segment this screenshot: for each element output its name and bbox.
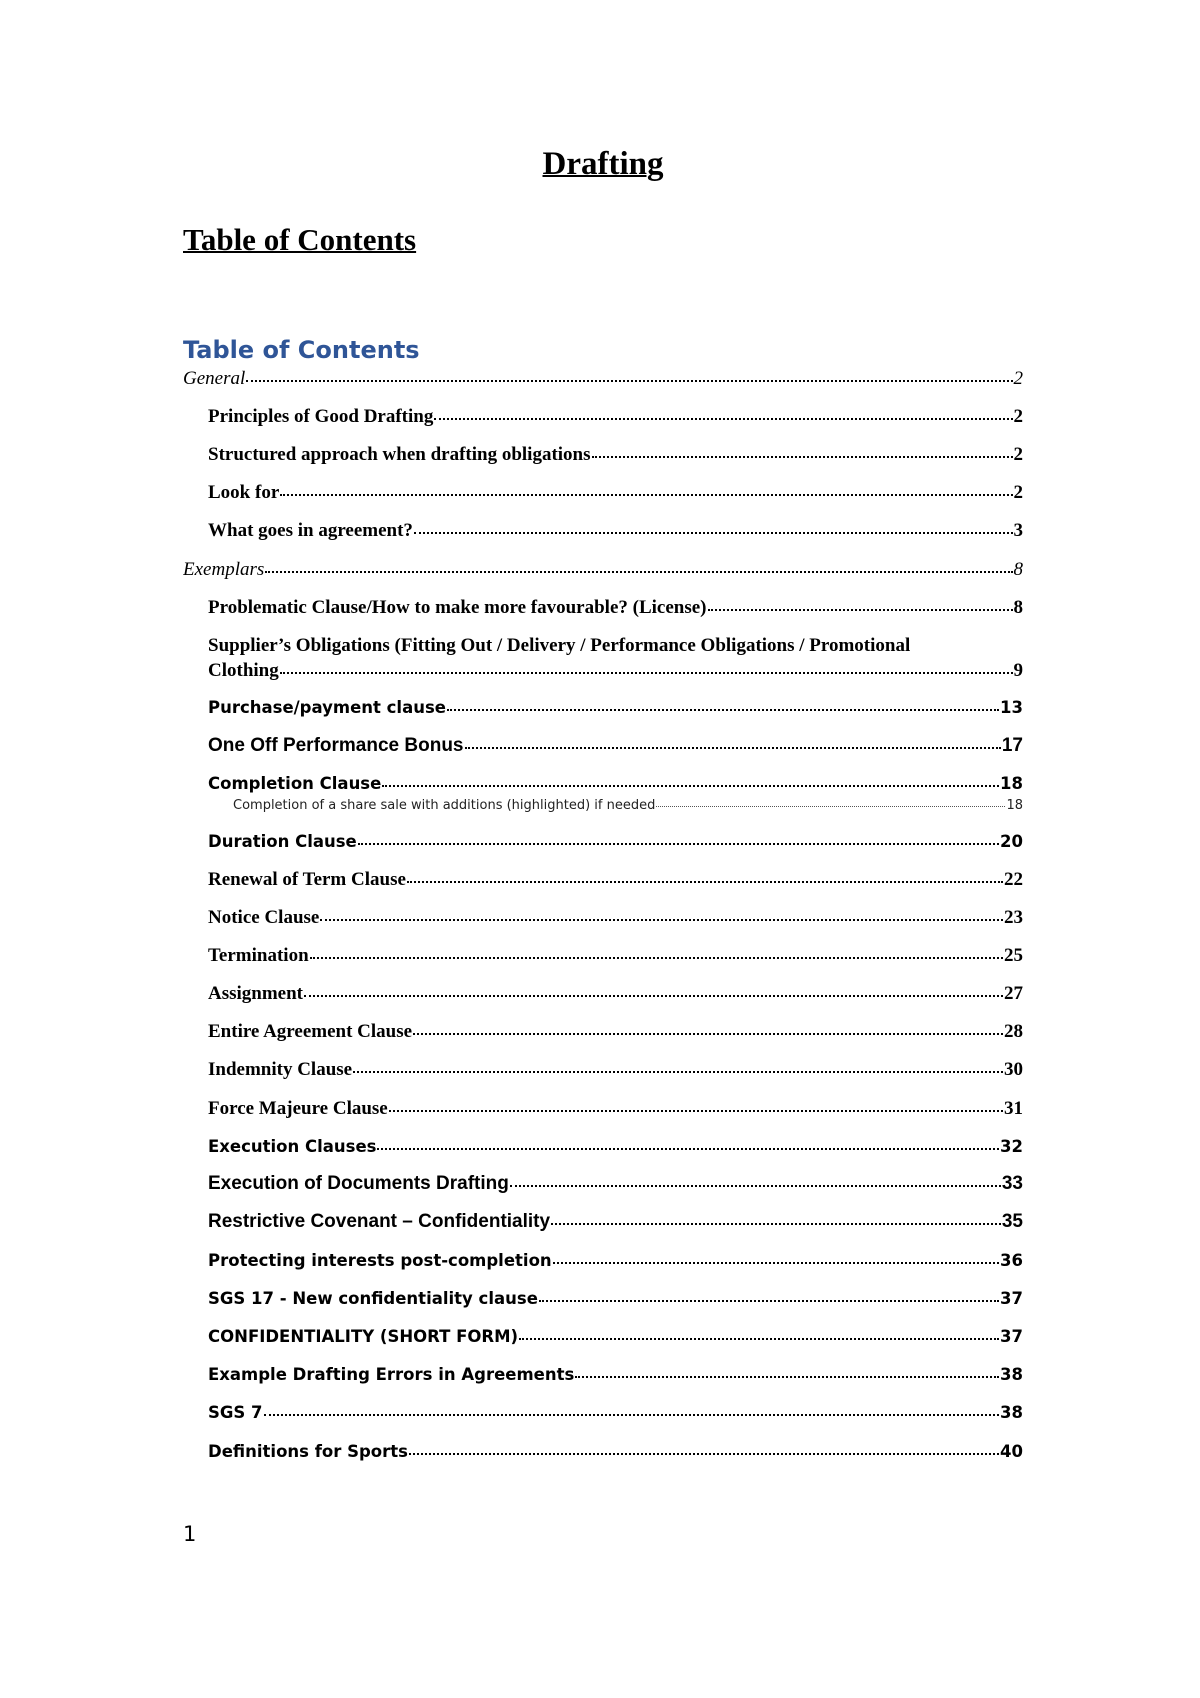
toc-entry-termination[interactable]: Termination 25: [208, 945, 1023, 966]
dot-leader: [265, 571, 1012, 573]
document-title: Drafting: [542, 146, 664, 182]
toc-entry-entire-agreement-clause[interactable]: Entire Agreement Clause 28: [208, 1021, 1023, 1042]
dot-leader: [264, 1414, 999, 1416]
dot-leader: [353, 1071, 1003, 1073]
dot-leader: [414, 532, 1013, 534]
toc-entry-one-off-performance-bonus[interactable]: One Off Performance Bonus 17: [208, 735, 1023, 756]
dot-leader: [409, 1453, 999, 1455]
toc-entry-notice-clause[interactable]: Notice Clause 23: [208, 907, 1023, 928]
dot-leader: [434, 418, 1012, 420]
toc-entry-principles-of-good-drafting[interactable]: Principles of Good Drafting 2: [208, 406, 1023, 427]
dot-leader: [656, 806, 1005, 807]
dot-leader: [377, 1148, 999, 1150]
dot-leader: [553, 1262, 999, 1264]
toc-entry-assignment[interactable]: Assignment 27: [208, 983, 1023, 1004]
toc-entry-exemplars[interactable]: Exemplars 8: [183, 559, 1023, 580]
dot-leader: [708, 609, 1013, 611]
toc-entry-completion-clause[interactable]: Completion Clause 18: [208, 774, 1023, 793]
dot-leader: [519, 1338, 999, 1340]
dot-leader: [592, 456, 1013, 458]
dot-leader: [407, 881, 1003, 883]
toc-entry-purchase-payment-clause[interactable]: Purchase/payment clause 13: [208, 698, 1023, 717]
toc-entry-look-for[interactable]: Look for 2: [208, 482, 1023, 503]
dot-leader: [304, 995, 1003, 997]
toc-entry-sgs-17-new-confidentiality-clause[interactable]: SGS 17 - New confidentiality clause 37: [208, 1289, 1023, 1308]
toc-entry-sgs-7[interactable]: SGS 7 38: [208, 1403, 1023, 1422]
dot-leader: [447, 709, 999, 711]
dot-leader: [551, 1223, 1001, 1225]
dot-leader: [310, 957, 1003, 959]
page-number: 1: [183, 1522, 197, 1546]
dot-leader: [539, 1300, 999, 1302]
toc-entry-general[interactable]: General 2: [183, 368, 1023, 389]
dot-leader: [358, 843, 999, 845]
toc-entry-duration-clause[interactable]: Duration Clause 20: [208, 832, 1023, 851]
dot-leader: [389, 1110, 1003, 1112]
toc-entry-protecting-interests-post-completion[interactable]: Protecting interests post-completion 36: [208, 1251, 1023, 1270]
toc-entry-suppliers-obligations-line1[interactable]: Supplier’s Obligations (Fitting Out / Delivery / Performance Obligations / Promotional: [208, 635, 911, 656]
dot-leader: [280, 672, 1013, 674]
dot-leader: [320, 919, 1003, 921]
toc-entry-example-drafting-errors[interactable]: Example Drafting Errors in Agreements 38: [208, 1365, 1023, 1384]
dot-leader: [465, 747, 1001, 749]
dot-leader: [382, 785, 999, 787]
dot-leader: [413, 1033, 1003, 1035]
toc-entry-renewal-of-term-clause[interactable]: Renewal of Term Clause 22: [208, 869, 1023, 890]
dot-leader: [575, 1376, 999, 1378]
toc-field-heading: Table of Contents: [183, 336, 420, 364]
toc-entry-indemnity-clause[interactable]: Indemnity Clause 30: [208, 1059, 1023, 1080]
toc-entry-completion-of-share-sale[interactable]: Completion of a share sale with additions (highlighted) if needed 18: [233, 798, 1023, 813]
dot-leader: [246, 380, 1012, 382]
dot-leader: [510, 1185, 1001, 1187]
toc-entry-confidentiality-short-form[interactable]: CONFIDENTIALITY (SHORT FORM) 37: [208, 1327, 1023, 1346]
toc-heading: Table of Contents: [183, 222, 417, 257]
toc-entry-what-goes-in-agreement[interactable]: What goes in agreement? 3: [208, 520, 1023, 541]
toc-entry-suppliers-obligations[interactable]: Clothing 9: [208, 660, 1023, 681]
toc-entry-problematic-clause[interactable]: Problematic Clause/How to make more favourable? (License) 8: [208, 597, 1023, 618]
toc-entry-force-majeure-clause[interactable]: Force Majeure Clause 31: [208, 1098, 1023, 1119]
toc-entry-structured-approach[interactable]: Structured approach when drafting obligations 2: [208, 444, 1023, 465]
toc-entry-execution-clauses[interactable]: Execution Clauses 32: [208, 1137, 1023, 1156]
toc-entry-restrictive-covenant-confidentiality[interactable]: Restrictive Covenant – Confidentiality 35: [208, 1211, 1023, 1232]
dot-leader: [280, 494, 1012, 496]
toc-entry-execution-of-documents-drafting[interactable]: Execution of Documents Drafting 33: [208, 1173, 1023, 1194]
toc-entry-definitions-for-sports[interactable]: Definitions for Sports 40: [208, 1442, 1023, 1461]
